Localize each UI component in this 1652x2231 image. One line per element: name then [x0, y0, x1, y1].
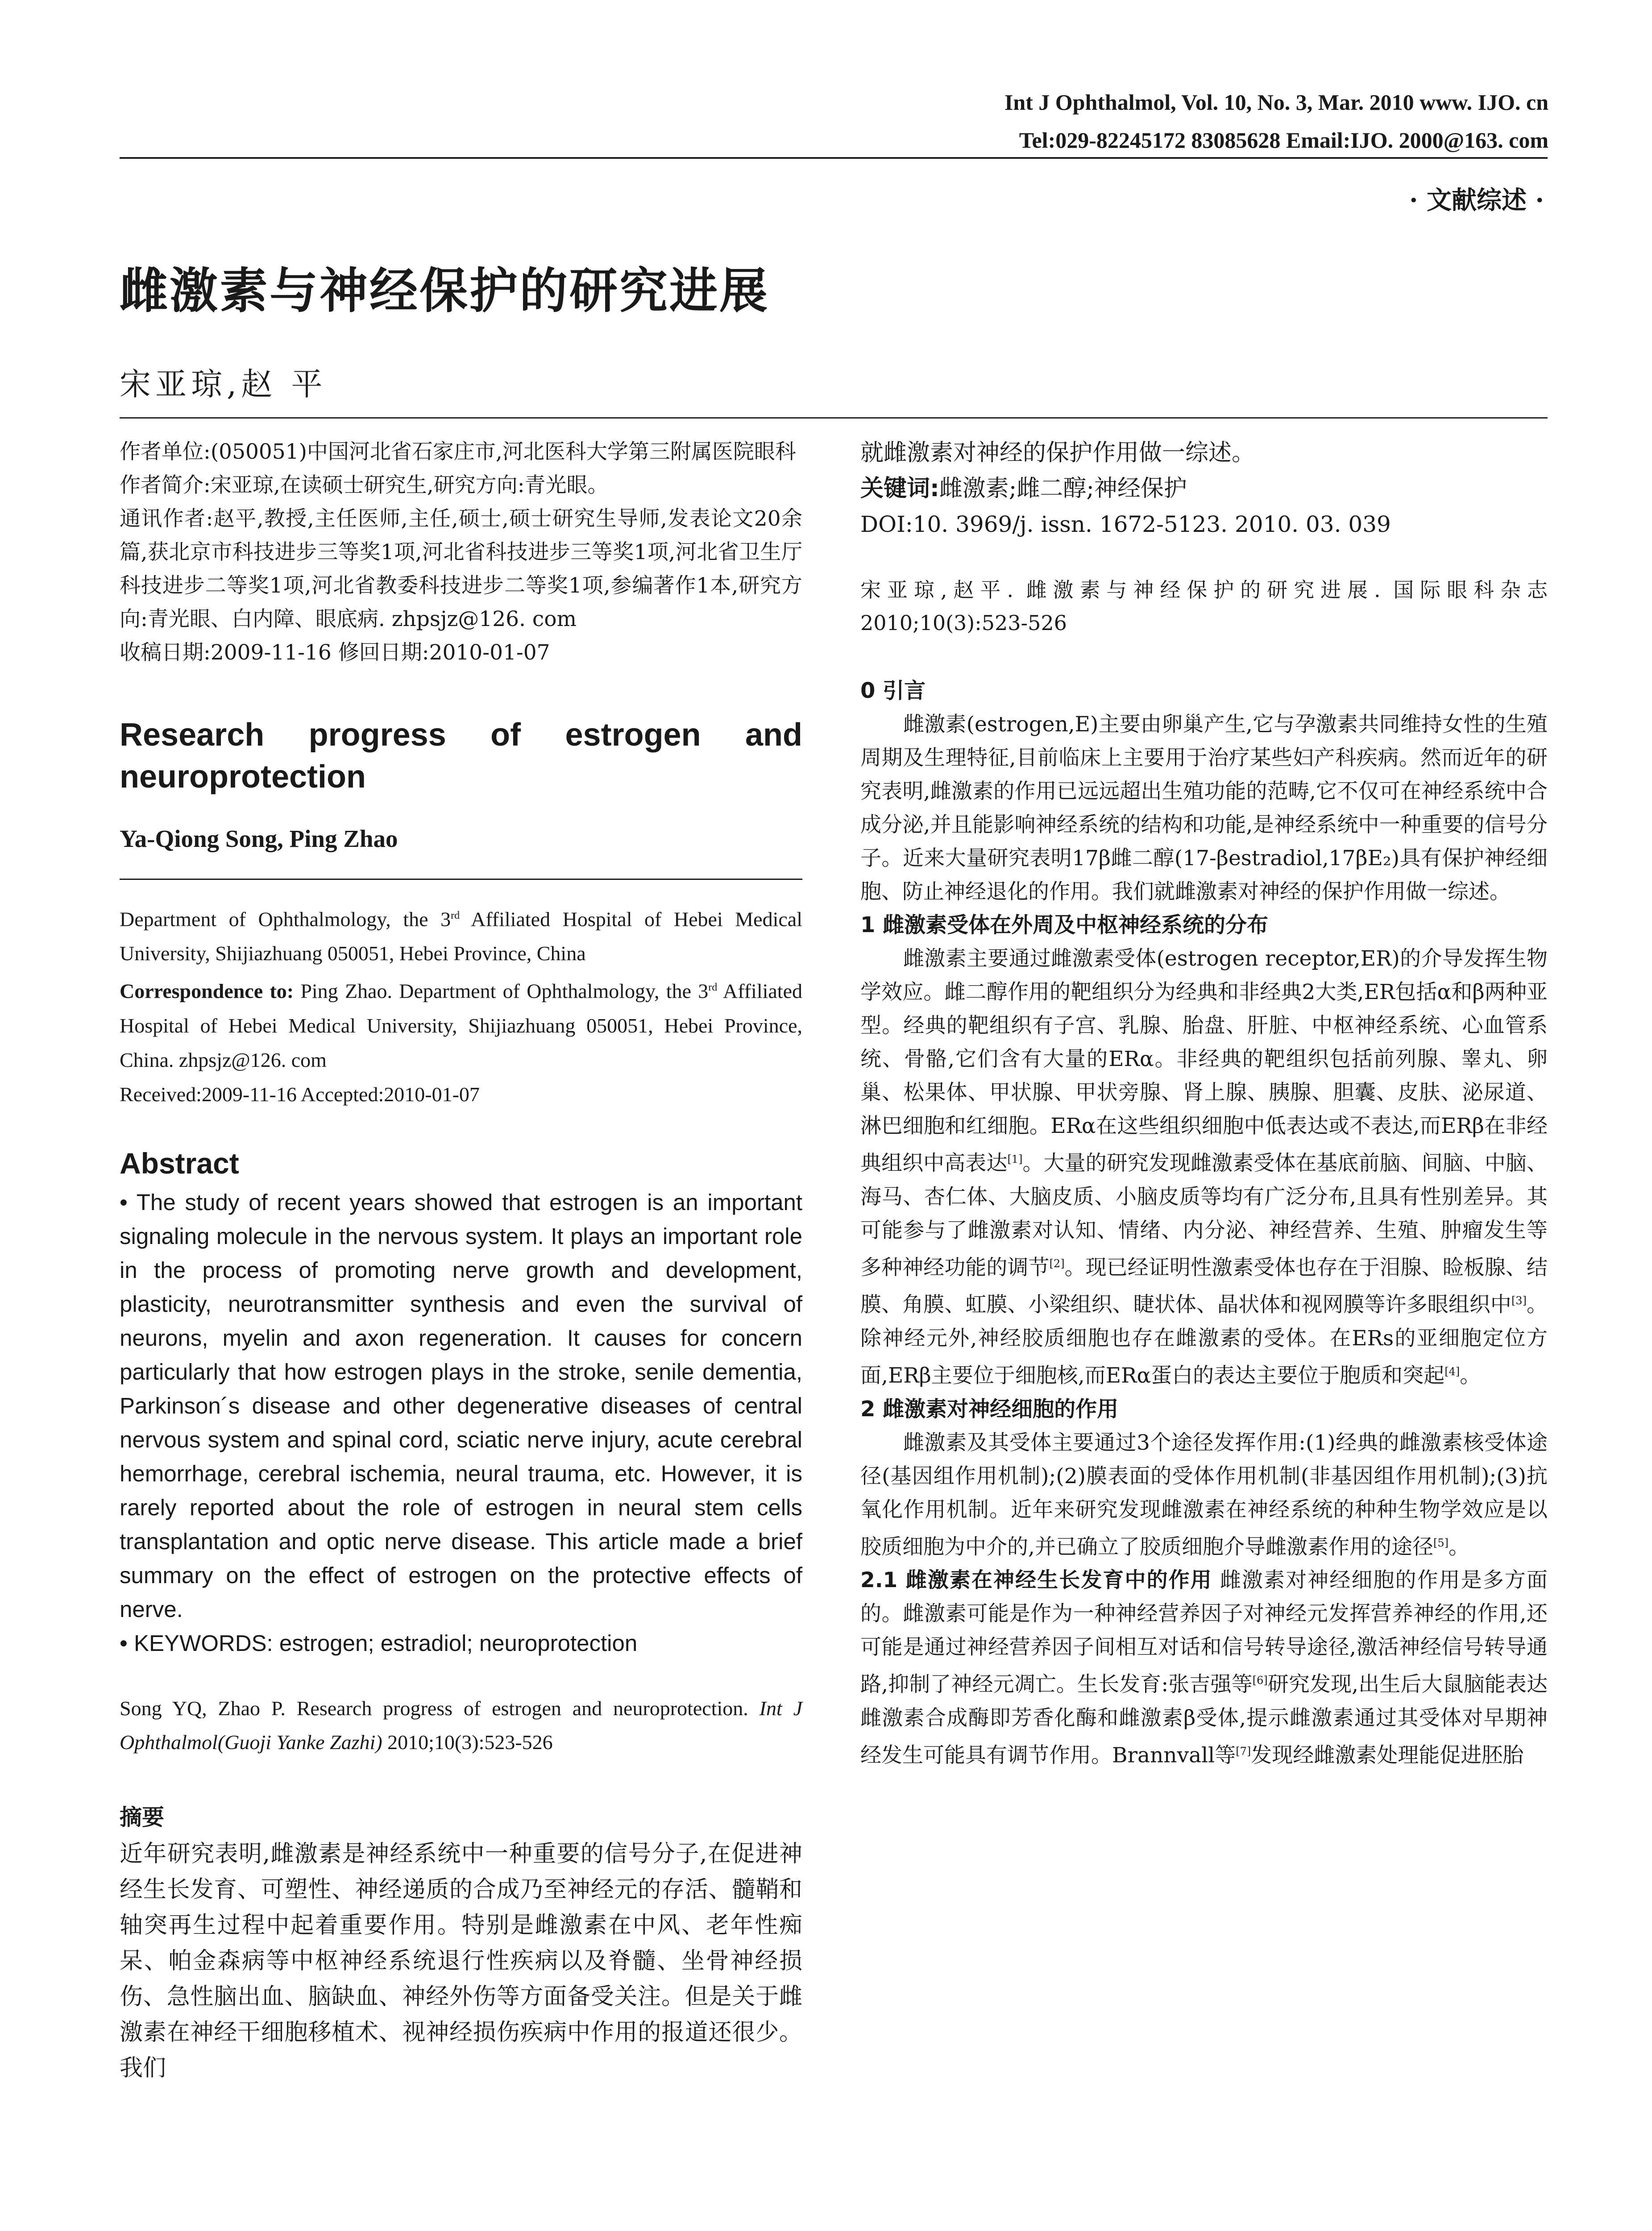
author-info-block — [120, 435, 802, 669]
title-rule — [120, 417, 1548, 419]
keywords-cn: 关键词:雌激素;雌二醇;神经保护 — [860, 475, 1187, 502]
author-bio-cn: 作者简介:宋亚琼,在读硕士研究生,研究方向:青光眼。 — [120, 473, 609, 498]
journal-header-line1: Int J Ophthalmol, Vol. 10, No. 3, Mar. 2010 www. IJO. cn — [1004, 90, 1548, 115]
english-authors: Ya-Qiong Song, Ping Zhao — [120, 825, 398, 852]
english-citation: Song YQ, Zhao P. Research progress of estrogen and neuroprotection. Int J Ophthalmol(Guoji Yanke Zazhi) 2010;10(3):523-526 — [120, 1696, 802, 1754]
zhaiyao-continued: 就雌激素对神经的保护作用做一综述。 — [860, 440, 1255, 466]
english-received-dates: Received:2009-11-16 Accepted:2010-01-07 — [120, 1082, 480, 1106]
section-2-1-text: 2.1 雌激素在神经生长发育中的作用 雌激素对神经细胞的作用是多方面的。雌激素可能是作为一种神经营养因子对神经元发挥营养神经的作用,还可能是通过神经营养因子间相互对话和信号转导途径,激活神经信号转导通路,抑制了神经元凋亡。生长发育:张吉强等[6]研究发现,出生后大鼠脑能表达雌激素合成酶即芳香化酶和雌激素β受体,提示雌激素通过其受体对早期神经发生可能具有调节作用。Brannvall等[7]发现经雌激素处理能促进胚胎 — [860, 1568, 1548, 1768]
english-affiliation: Department of Ophthalmology, the 3rd Affiliated Hospital of Hebei Medical University, Shijiazhuang 050051, Hebei Province, China — [120, 908, 802, 965]
chinese-citation: 宋亚琼,赵平. 雌激素与神经保护的研究进展. 国际眼科杂志 2010;10(3):523-526 — [860, 578, 1548, 635]
corresponding-author-cn: 通讯作者:赵平,教授,主任医师,主任,硕士,硕士研究生导师,发表论文20余篇,获北京市科技进步三等奖1项,河北省科技进步三等奖1项,河北省卫生厅科技进步二等奖1项,河北省教委科技进步二等奖1项,参编著作1本,研究方向:青光眼、白内障、眼底病. zhpsjz@126. com — [120, 506, 802, 631]
english-title: Research progress of estrogen and neuroprotection — [120, 717, 802, 795]
doi: DOI:10. 3969/j. issn. 1672-5123. 2010. 03. 039 — [860, 511, 1391, 537]
authors-cn: 宋亚琼,赵 平 — [120, 366, 327, 402]
journal-header-line2: Tel:029-82245172 83085628 Email:IJO. 2000@163. com — [1019, 128, 1548, 153]
received-dates-cn: 收稿日期:2009-11-16 修回日期:2010-01-07 — [120, 640, 550, 665]
zhaiyao-text: 近年研究表明,雌激素是神经系统中一种重要的信号分子,在促进神经生长发育、可塑性、神经递质的合成乃至神经元的存活、髓鞘和轴突再生过程中起着重要作用。特别是雌激素在中风、老年性痴呆、帕金森病等中枢神经系统退行性疾病以及脊髓、坐骨神经损伤、急性脑出血、脑缺血、神经外伤等方面备受关注。但是关于雌激素在神经干细胞移植术、视神经损伤疾病中作用的报道还很少。我们 — [120, 1840, 802, 2082]
abstract-keywords: • KEYWORDS: estrogen; estradiol; neuroprotection — [120, 1630, 638, 1656]
affiliation-rule — [120, 879, 802, 880]
section-2-heading: 2 雌激素对神经细胞的作用 — [860, 1396, 1119, 1422]
page-title: 雌激素与神经保护的研究进展 — [120, 263, 770, 319]
section-1-text: 雌激素主要通过雌激素受体(estrogen receptor,ER)的介导发挥生物学效应。雌二醇作用的靶组织分为经典和非经典2大类,ER包括α和β两种亚型。经典的靶组织有子宫、乳腺、胎盘、肝脏、中枢神经系统、心血管系统、骨骼,它们含有大量的ERα。非经典的靶组织包括前列腺、睾丸、卵巢、松果体、甲状腺、甲状旁腺、肾上腺、胰腺、胆囊、皮肤、泌尿道、淋巴细胞和红细胞。ERα在这些组织细胞中低表达或不表达,而ERβ在非经典组织中高表达[1]。大量的研究发现雌激素受体在基底前脑、间脑、中脑、海马、杏仁体、大脑皮质、小脑皮质等均有广泛分布,且具有性别差异。其可能参与了雌激素对认知、情绪、内分泌、神经营养、生殖、肿瘤发生等多种神经功能的调节[2]。现已经证明性激素受体也存在于泪腺、睑板腺、结膜、角膜、虹膜、小梁组织、睫状体、晶状体和视网膜等许多眼组织中[3]。除神经元外,神经胶质细胞也存在雌激素的受体。在ERs的亚细胞定位方面,ERβ主要位于细胞核,而ERα蛋白的表达主要位于胞质和突起[4]。 — [860, 946, 1548, 1388]
section-0-heading: 0 引言 — [860, 678, 926, 703]
right-column — [860, 435, 1548, 1772]
section-0-text: 雌激素(estrogen,E)主要由卵巢产生,它与孕激素共同维持女性的生殖周期及生理特征,目前临床上主要用于治疗某些妇产科疾病。然而近年的研究表明,雌激素的作用已远远超出生殖功能的范畴,它不仅可在神经系统中合成分泌,并且能影响神经系统的结构和功能,是神经系统中一种重要的信号分子。近来大量研究表明17β雌二醇(17-βestradiol,17βE₂)具有保护神经细胞、防止神经退化的作用。我们就雌激素对神经的保护作用做一综述。 — [860, 712, 1548, 904]
section-label: · 文献综述 · — [1409, 186, 1544, 215]
section-2-1-heading: 2.1 雌激素在神经生长发育中的作用 — [860, 1568, 1212, 1593]
zhaiyao-heading: 摘要 — [120, 1804, 164, 1830]
abstract-heading: Abstract — [120, 1146, 239, 1180]
section-2-text: 雌激素及其受体主要通过3个途径发挥作用:(1)经典的雌激素核受体途径(基因组作用机制);(2)膜表面的受体作用机制(非基因组作用机制);(3)抗氧化作用机制。近年来研究发现雌激素在神经系统的种种生物学效应是以胶质细胞为中介的,并已确立了胶质细胞介导雌激素作用的途径[5]。 — [860, 1430, 1548, 1559]
section-1-heading: 1 雌激素受体在外周及中枢神经系统的分布 — [860, 912, 1269, 937]
english-correspondence: Correspondence to: Ping Zhao. Department of Ophthalmology, the 3rd Affiliated Hospital of Hebei Medical University, Shijiazhuang 050051, Hebei Province, China. zhpsjz@126. com — [120, 979, 802, 1071]
left-column — [120, 435, 802, 2086]
author-affiliation-cn: 作者单位:(050051)中国河北省石家庄市,河北医科大学第三附属医院眼科 — [120, 440, 796, 464]
header-rule — [120, 157, 1548, 159]
abstract-text: • The study of recent years showed that estrogen is an important signaling molecule in the nervous system. It plays an important role in the process of promoting nerve growth and development, plasticity, neurotransmitter synthesis and even the survival of neurons, myelin and axon regeneration. It causes for concern particularly that how estrogen plays in the stroke, senile dementia, Parkinson´s disease and other degenerative diseases of central nervous system and spinal cord, sciatic nerve injury, acute cerebral hemorrhage, cerebral ischemia, neural trauma, etc. However, it is rarely reported about the role of estrogen in neural stem cells transplantation and optic nerve disease. This article made a brief summary on the effect of estrogen on the protective effects of nerve. — [120, 1189, 802, 1622]
